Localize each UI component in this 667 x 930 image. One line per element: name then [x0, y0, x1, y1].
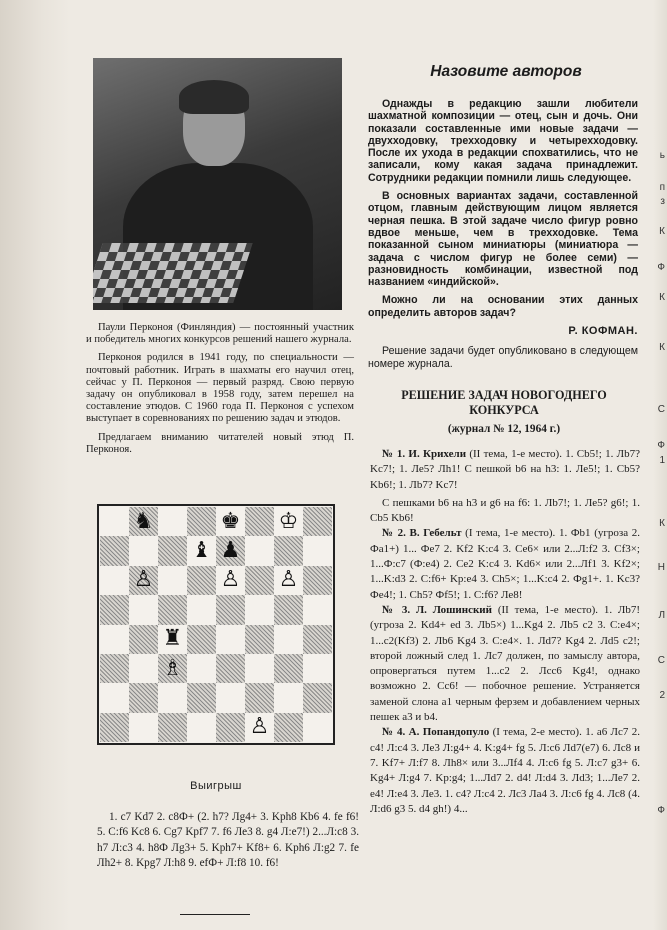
solution-entry [370, 526, 640, 602]
article-paragraph: Можно ли на основании этих данных определить авторов задач? [368, 294, 638, 319]
board-square-a5 [100, 595, 129, 624]
edge-fragment: К [659, 518, 665, 529]
board-square-b1 [129, 713, 158, 742]
board-square-d3 [187, 654, 216, 683]
article-author: Р. КОФМАН. [568, 325, 638, 338]
article-paragraph: В основных вариантах задачи, составленной отцом, главным действующим лицом является черная пешка. В этой задаче число фигур ровно вдвое меньше, чем в трехходовке. Тема показанной сыном миниатюры (миниатюра — задача с числом фигур не более семи) — разновидность комбинации, известной под названием «индийской». [368, 190, 638, 289]
board-square-d8 [187, 507, 216, 536]
caption-paragraph: Перконоя родился в 1941 году, по специальности — почтовый работник. Играть в шахматы его научил отец, сейчас у П. Перконоя — первый разряд. Свою первую задачу он опубликовал в 1958 году, затем перешел на составление этюдов. С 1960 года П. Перконоя с успехом выступает в соревнованиях по решению задач и этюдов. [86, 352, 354, 425]
board-square-g4 [274, 625, 303, 654]
edge-fragment: Ф [657, 805, 665, 816]
chess-piece-icon: ♚ [220, 508, 241, 534]
board-square-h7 [303, 536, 332, 565]
board-square-c6 [158, 566, 187, 595]
chess-piece-icon: ♝ [191, 538, 212, 564]
board-square-e5 [216, 595, 245, 624]
portrait-photo [93, 58, 342, 310]
board-square-d2 [187, 683, 216, 712]
edge-fragment: К [659, 226, 665, 237]
board-square-g6 [274, 566, 303, 595]
board-square-f3 [245, 654, 274, 683]
solution-entry [370, 496, 640, 527]
board-square-d1 [187, 713, 216, 742]
article-body [368, 98, 638, 376]
edge-fragment: Л [658, 610, 665, 621]
board-square-f6 [245, 566, 274, 595]
photo-figure-hair [179, 80, 249, 114]
chess-diagram [97, 504, 335, 745]
edge-fragment: К [659, 292, 665, 303]
board-square-d4 [187, 625, 216, 654]
adjacent-page-edge [653, 0, 667, 930]
photo-caption [86, 322, 354, 462]
board-square-b6 [129, 566, 158, 595]
chess-piece-icon: ♔ [278, 508, 299, 534]
board-square-c4 [158, 625, 187, 654]
edge-fragment: Ф [657, 440, 665, 451]
board-square-a6 [100, 566, 129, 595]
chess-piece-icon: ♙ [133, 567, 154, 593]
board-square-h5 [303, 595, 332, 624]
board-square-e6 [216, 566, 245, 595]
board-square-c7 [158, 536, 187, 565]
solution-entry [370, 447, 640, 493]
board-square-g5 [274, 595, 303, 624]
board-square-b3 [129, 654, 158, 683]
solution-text: (II тема, 1-е место). 1. Лb7! (угроза 2. Kd4+ ed 3. Лb5×) 1...Kg4 2. Лb5 c2 3. C:e4×; 1...c2(Kf3) 2. Лb6 Kg4 3. C:e4×. 1. Лd7? Kg4 2. Лd5 c2!; второй ложный след 1. Лс7 должен, по замыслу автора, опровергаться путем 1...c2 2. Лсс6 Kg4!, однако возможно 2. Cc6! — побочное решение. Устраняется заменой слона a1 черным ферзем и добавлением черных пешек a3 и b4. [370, 603, 641, 724]
board-square-g1 [274, 713, 303, 742]
section-title: РЕШЕНИЕ ЗАДАЧ НОВОГОДНЕГО КОНКУРСА [401, 388, 607, 417]
board-square-d6 [187, 566, 216, 595]
board-square-f5 [245, 595, 274, 624]
article-note: Решение задачи будет опубликовано в следующем номере журнала. [368, 345, 638, 370]
edge-fragment: ь [659, 150, 665, 161]
diagram-label: Выигрыш [190, 780, 242, 792]
edge-fragment: С [657, 655, 665, 666]
board-square-e8 [216, 507, 245, 536]
board-square-g2 [274, 683, 303, 712]
board-square-a1 [100, 713, 129, 742]
board-square-g8 [274, 507, 303, 536]
board-square-c1 [158, 713, 187, 742]
board-square-b4 [129, 625, 158, 654]
chess-piece-icon: ♙ [249, 714, 270, 740]
board-square-c2 [158, 683, 187, 712]
board-square-h2 [303, 683, 332, 712]
board-square-h3 [303, 654, 332, 683]
board-square-a2 [100, 683, 129, 712]
board-square-c3 [158, 654, 187, 683]
board-square-f4 [245, 625, 274, 654]
board-square-e7 [216, 536, 245, 565]
chess-piece-icon: ♞ [133, 508, 154, 534]
photo-chessboard [93, 243, 253, 303]
solution-text: С пешками b6 на h3 и g6 на f6: 1. Лb7!; 1. Ле5? g6!; 1. Cb5 Kb6! [370, 496, 640, 525]
contest-solutions [370, 447, 640, 817]
edge-fragment: п [659, 182, 665, 193]
board-square-g3 [274, 654, 303, 683]
edge-fragment: з [660, 196, 665, 207]
board-square-h1 [303, 713, 332, 742]
edge-fragment: 1 [659, 455, 665, 466]
board-square-a4 [100, 625, 129, 654]
solution-label: № 4. А. Попандопуло [382, 726, 490, 739]
board-square-c8 [158, 507, 187, 536]
solution-label: № 1. И. Крихели [382, 448, 467, 460]
solution-text: (II тема, 1-е место). 1. Cb5!; 1. Лb7? Kc7!; 1. Ле5? Лh1! С пешкой b6 на h3: 1. Ле5!; 1. Cb5? Kb6!; 1. Лb7? Kc7! [370, 448, 640, 491]
board-square-b2 [129, 683, 158, 712]
article-paragraph: Однажды в редакцию зашли любители шахматной композиции — отец, сын и дочь. Они показали составленные ими новые задачи — двухходовку, трехходовку и четырехходовку. После их ухода в редакции спохватились, что не записали, кому какая задача принадлежит. Сотрудники редакции помнили лишь следующее. [368, 98, 638, 184]
solution-entry [370, 603, 640, 725]
edge-fragment: Н [657, 562, 665, 573]
board-square-b5 [129, 595, 158, 624]
board-square-f7 [245, 536, 274, 565]
board-square-h4 [303, 625, 332, 654]
board-square-a3 [100, 654, 129, 683]
board-square-f1 [245, 713, 274, 742]
solution-label: № 3. Л. Лошинский [382, 603, 492, 616]
edge-fragment: 2 [659, 690, 665, 701]
edge-fragment: Ф [657, 262, 665, 273]
board-square-h8 [303, 507, 332, 536]
chess-piece-icon: ♗ [162, 655, 183, 681]
solution-text: (I тема, 1-е место). 1. Фb1 (угроза 2. Фа1+) 1... Фе7 2. Kf2 K:c4 3. Ce6× или 2...Л:f2 3. Cf3×; 1...Ф:c7 (Ф:е4) 2. Ce2 K:c4 3. Kd6× или 2...Лf1 3. Kf2×; 1...K:d3 2. C:f6+ Kp:e4 3. Ch5×; 1...K:c4 2. Фg1+. 1. Kc3? Фе4!; 1. Ch5? Фf5!; 1. C:f6? Ле8! [370, 527, 640, 601]
edge-fragment: К [659, 342, 665, 353]
board-square-e2 [216, 683, 245, 712]
chess-piece-icon: ♜ [162, 626, 183, 652]
study-solution-text: 1. c7 Kd7 2. c8Ф+ (2. h7? Лg4+ 3. Kph8 Kb6 4. fe f6! 5. C:f6 Kc8 6. Cg7 Kpf7 7. f6 Ле3 8. g4 Л:е7!) 2...Л:с8 3. h7 Л:с3 4. h8Ф Лg3+ 5. Kph7+ Kf8+ 6. Kph6 Л:g2 7. fe Лh2+ 8. Kpg7 Л:h8 9. efФ+ Л:f8 10. f6! [97, 811, 359, 870]
board-square-h6 [303, 566, 332, 595]
edge-fragment: С [657, 404, 665, 415]
board-square-b8 [129, 507, 158, 536]
board-square-e3 [216, 654, 245, 683]
article-title: Назовите авторов [430, 63, 582, 80]
solution-entry [370, 725, 640, 817]
board-square-e1 [216, 713, 245, 742]
caption-paragraph: Паули Перконоя (Финляндия) — постоянный участник и победитель многих конкурсов решений нашего журнала. [86, 322, 354, 346]
column-end-rule [180, 914, 250, 915]
solution-label: № 2. В. Гебельт [382, 527, 462, 540]
caption-paragraph: Предлагаем вниманию читателей новый этюд П. Перконоя. [86, 431, 354, 455]
solution-text: (I тема, 2-е место). 1. a6 Лс7 2. c4! Л:c4 3. Ле3 Л:g4+ 4. K:g4+ fg 5. Л:c6 Лd7(e7) 6. Лс8 и 7. Kf7+ Л:f7 8. Лh8× или 3...Лf4 4. Л:c6 fg 5. Л:c7 g3+ 6. Kg4+ Л:g4 7. Kp:g4; 1...Лd7 2. d4! Л:d4 3. Лd3; 1...Ле7 2. e4! Л:e4 3. Ле3. 1. c4? Л:c4 2. Лc3 Лa4 3. Л:c6 fg 4. Лс8 (4. Л:d6 g3 5. d4 gh!) 4... [370, 726, 641, 815]
board-square-a7 [100, 536, 129, 565]
chess-piece-icon: ♙ [278, 567, 299, 593]
board-square-f2 [245, 683, 274, 712]
section-subtitle: (журнал № 12, 1964 г.) [447, 423, 561, 435]
board-square-g7 [274, 536, 303, 565]
board-square-c5 [158, 595, 187, 624]
chess-board-grid [100, 507, 332, 742]
board-square-b7 [129, 536, 158, 565]
board-square-e4 [216, 625, 245, 654]
study-solution [97, 810, 359, 872]
board-square-d7 [187, 536, 216, 565]
page-gutter [0, 0, 70, 930]
board-square-d5 [187, 595, 216, 624]
board-square-a8 [100, 507, 129, 536]
chess-piece-icon: ♟ [220, 538, 241, 564]
board-square-f8 [245, 507, 274, 536]
chess-piece-icon: ♙ [220, 567, 241, 593]
